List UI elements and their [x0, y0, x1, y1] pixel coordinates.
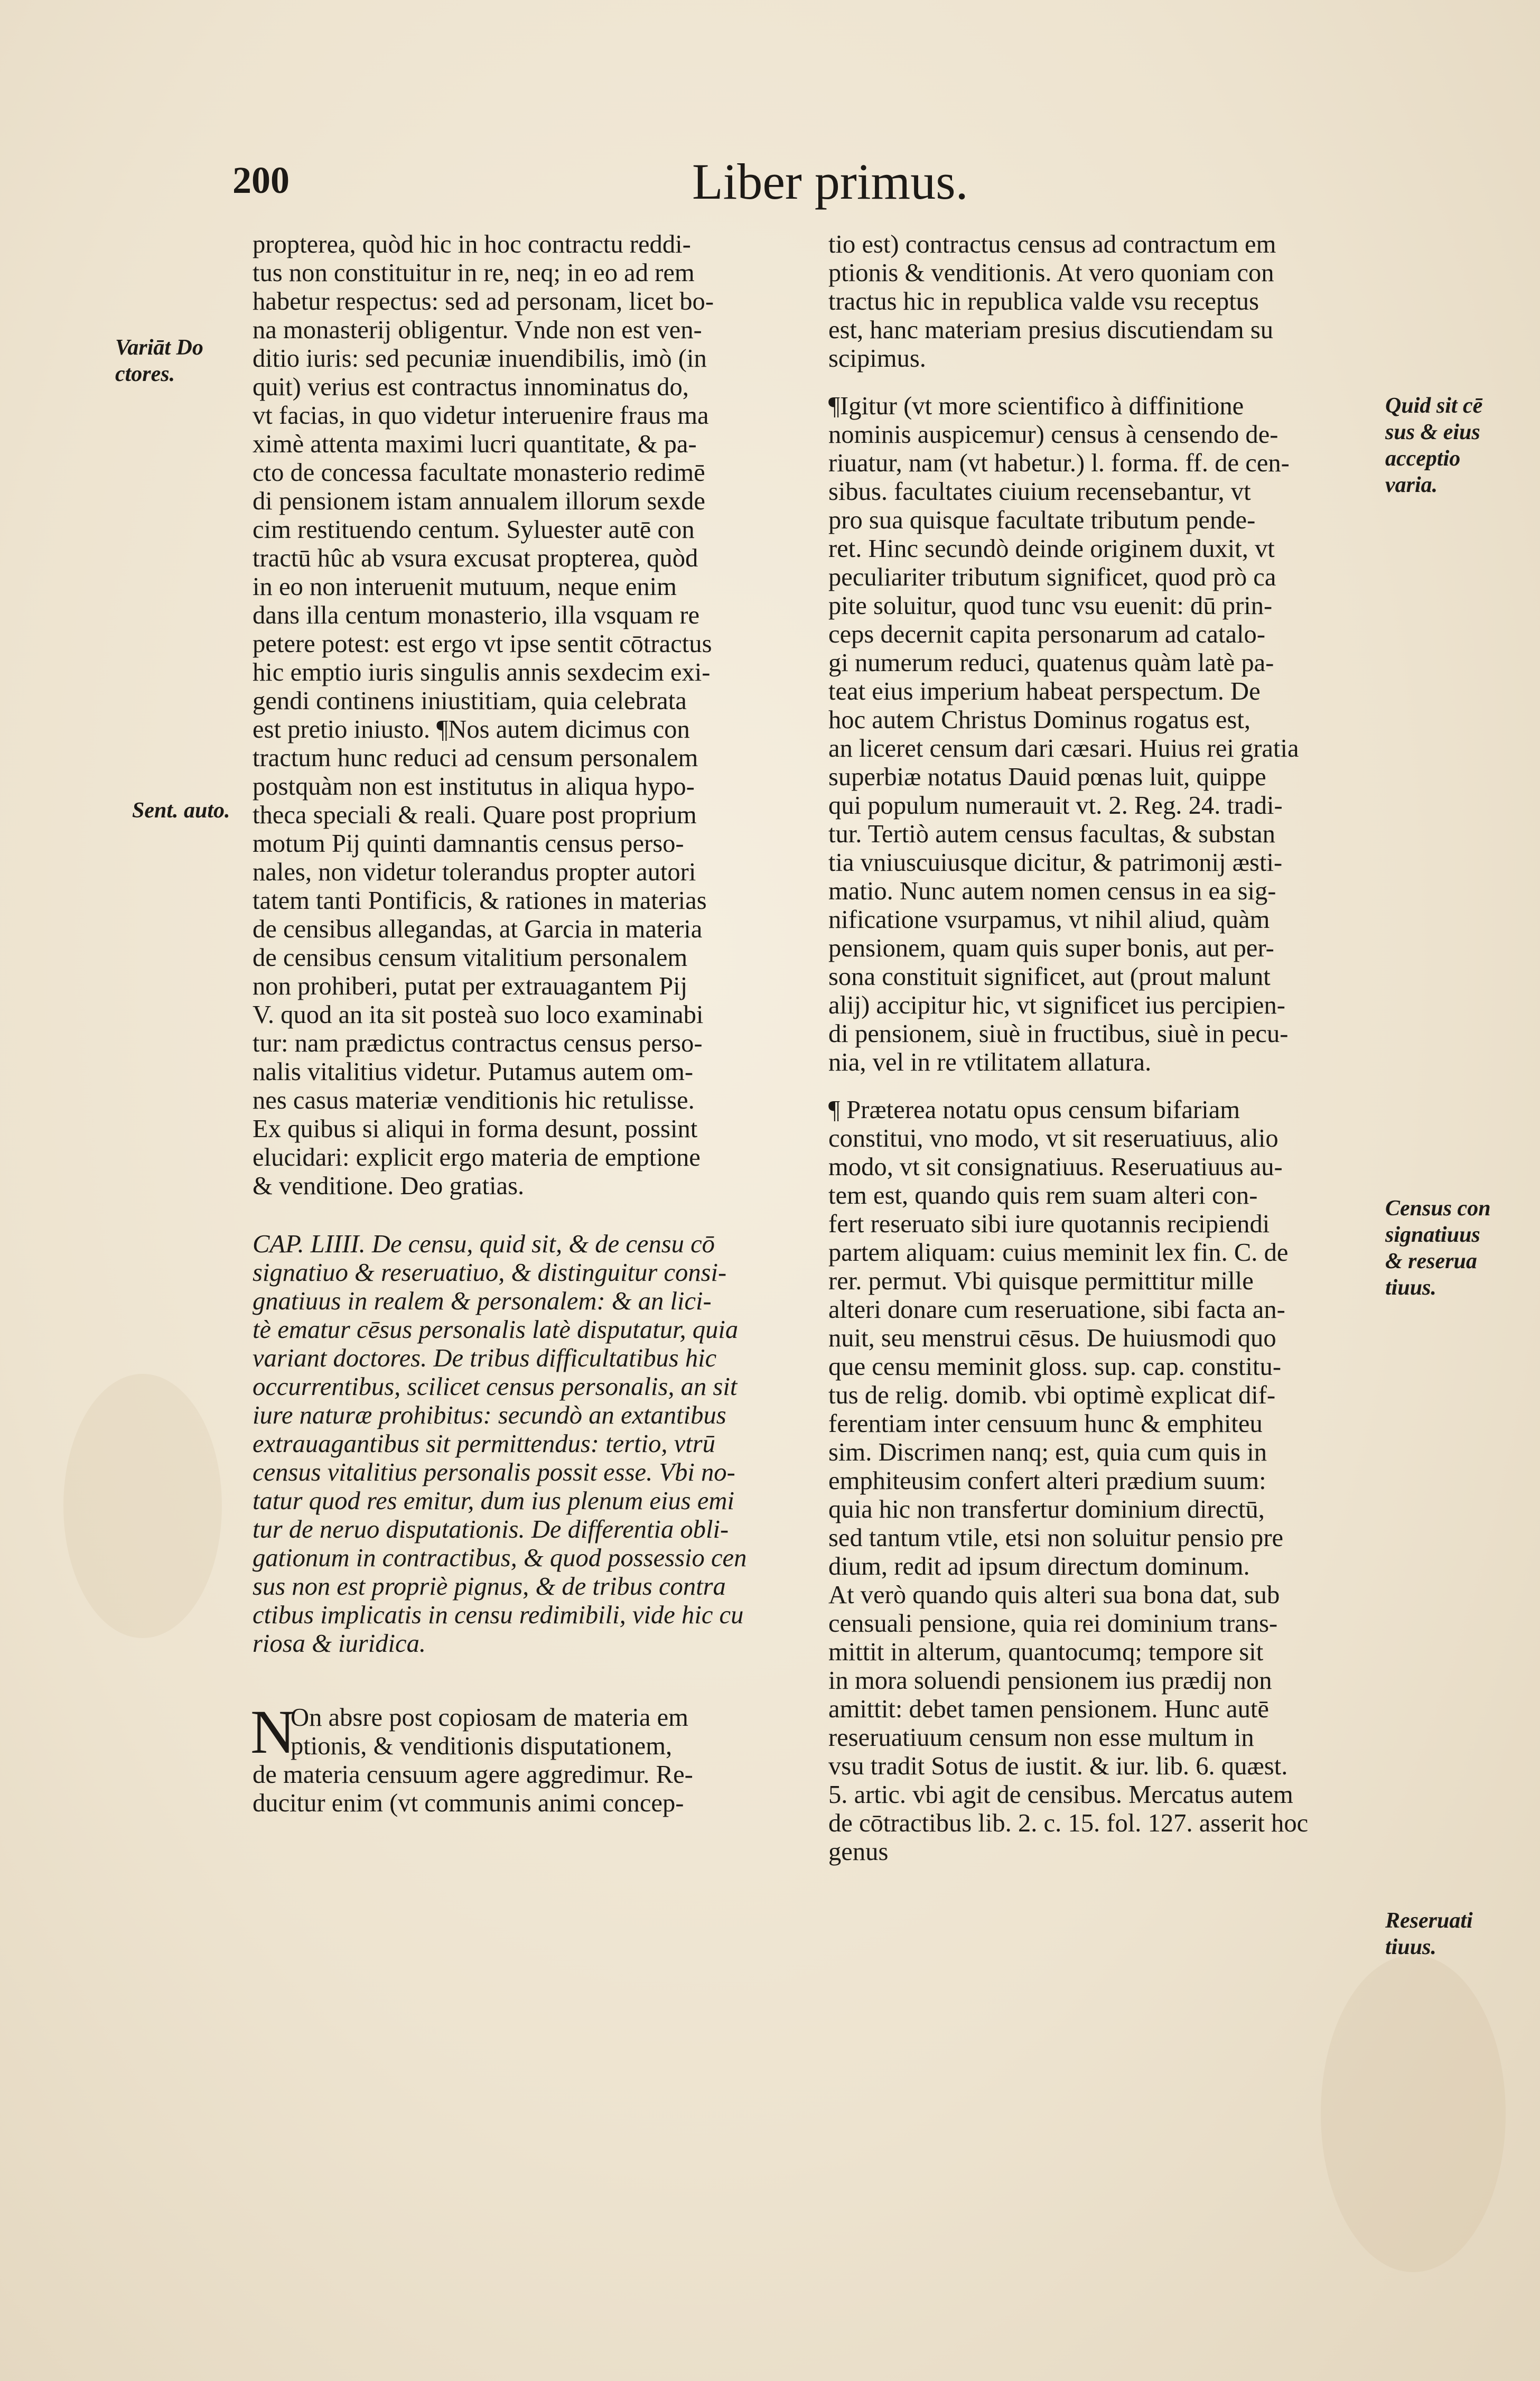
text-line: in eo non interuenit mutuum, neque enim: [253, 572, 677, 601]
margin-note-line: Variāt Do: [115, 336, 203, 360]
margin-note-line: Census con: [1385, 1196, 1491, 1221]
chapter-heading: [253, 1230, 813, 1658]
margin-note-census-con: [1385, 1195, 1491, 1301]
text-line: superbiæ notatus Dauid pœnas luit, quippe: [828, 762, 1266, 791]
text-line: ctibus implicatis in censu redimibili, vide hic cu: [253, 1601, 744, 1629]
text-line: sona constituit significet, aut (prout malunt: [828, 962, 1271, 991]
text-line: que censu meminit gloss. sup. cap. constitu-: [828, 1352, 1282, 1381]
text-line: alteri donare cum reseruatione, sibi facta an-: [828, 1295, 1285, 1324]
text-line: hic emptio iuris singulis annis sexdecim exi-: [253, 658, 711, 686]
text-line: de materia censuum agere aggredimur. Re-: [253, 1760, 693, 1789]
margin-note-line: acceptio: [1385, 447, 1461, 471]
text-line: tractū hûc ab vsura excusat propterea, quòd: [253, 544, 698, 572]
text-line: ferentiam inter censuum hunc & emphiteu: [828, 1409, 1263, 1438]
text-line: vsu tradit Sotus de iustit. & iur. lib. 6. quæst.: [828, 1752, 1288, 1780]
text-line: est, hanc materiam presius discutiendam su: [828, 315, 1274, 344]
margin-note-line: Reseruati: [1385, 1909, 1473, 1933]
text-line: tus non constituitur in re, neq; in eo ad rem: [253, 258, 695, 287]
text-line: quia hic non transfertur dominium directū,: [828, 1495, 1265, 1523]
text-line: gationum in contractibus, & quod possessio cen: [253, 1543, 747, 1572]
text-line: teat eius imperium habeat perspectum. De: [828, 677, 1261, 705]
text-line: variant doctores. De tribus difficultatibus hic: [253, 1344, 717, 1372]
text-line: ret. Hinc secundò deinde originem duxit, vt: [828, 534, 1275, 563]
text-line: gi numerum reduci, quatenus quàm latè pa-: [828, 648, 1274, 677]
right-body-text-2: [828, 392, 1388, 1076]
text-line: ¶Igitur (vt more scientifico à diffinitione: [828, 392, 1244, 420]
text-line: tio est) contractus census ad contractum em: [828, 230, 1276, 258]
text-line: scipimus.: [828, 344, 926, 373]
text-line: At verò quando quis alteri sua bona dat, sub: [828, 1580, 1280, 1609]
text-line: signatiuo & reseruatiuo, & distinguitur consi-: [253, 1258, 727, 1287]
text-line: peculiariter tributum significet, quod prò ca: [828, 563, 1276, 591]
text-line: matio. Nunc autem nomen census in ea sig-: [828, 877, 1276, 905]
text-line: de censibus censum vitalitium personalem: [253, 943, 688, 972]
text-line: tè ematur cēsus personalis latè disputatur, quia: [253, 1315, 739, 1344]
text-line: occurrentibus, scilicet census personalis, an sit: [253, 1372, 738, 1401]
text-line: an liceret censum dari cæsari. Huius rei gratia: [828, 734, 1299, 762]
text-line: theca speciali & reali. Quare post proprium: [253, 801, 697, 829]
text-line: nia, vel in re vtilitatem allatura.: [828, 1048, 1152, 1076]
right-body-text-1: [828, 230, 1388, 373]
text-line: tatur quod res emitur, dum ius plenum eius emi: [253, 1486, 734, 1515]
text-line: pro sua quisque facultate tributum pende-: [828, 506, 1256, 534]
text-line: quit) verius est contractus innominatus do,: [253, 373, 689, 401]
text-line: riuatur, nam (vt habetur.) l. forma. ff. de cen-: [828, 449, 1290, 477]
text-line: ducitur enim (vt communis animi concep-: [253, 1789, 684, 1817]
running-title: Liber primus.: [692, 153, 968, 210]
text-line: cim restituendo centum. Syluester autē con: [253, 515, 695, 544]
text-line: na monasterij obligentur. Vnde non est ven-: [253, 315, 702, 344]
chapter-opening: [250, 1697, 813, 1817]
text-line: de censibus allegandas, at Garcia in materia: [253, 915, 703, 943]
text-line: Ex quibus si aliqui in forma desunt, possint: [253, 1114, 698, 1143]
text-line: qui populum numerauit vt. 2. Reg. 24. tradi-: [828, 791, 1283, 820]
text-line: V. quod an ita sit posteà suo loco examinabi: [253, 1000, 704, 1029]
text-line: reseruatiuum censum non esse multum in: [828, 1723, 1254, 1752]
text-line: ptionis & venditionis. At vero quoniam con: [828, 258, 1274, 287]
text-line: non prohiberi, putat per extrauagantem Pij: [253, 972, 688, 1000]
left-body-text: [253, 230, 813, 1200]
text-line: riosa & iuridica.: [253, 1629, 426, 1658]
margin-note-line: tiuus.: [1385, 1935, 1436, 1959]
text-line: pensionem, quam quis super bonis, aut per-: [828, 934, 1274, 962]
text-line: 5. artic. vbi agit de censibus. Mercatus autem: [828, 1780, 1293, 1809]
text-line: cto de concessa facultate monasterio redimē: [253, 458, 705, 487]
text-line: pite soluitur, quod tunc vsu euenit: dū prin-: [828, 591, 1273, 620]
text-line: sim. Discrimen nanq; est, quia cum quis in: [828, 1438, 1267, 1466]
right-column: [828, 230, 1388, 1866]
text-line: genus: [828, 1837, 889, 1866]
text-line: tur: nam prædictus contractus census perso-: [253, 1029, 703, 1057]
opening-text: [253, 1703, 813, 1817]
text-line: ptionis, & venditionis disputationem,: [291, 1732, 673, 1760]
text-line: ximè attenta maximi lucri quantitate, & pa-: [253, 430, 697, 458]
text-line: tia vniuscuiusque dicitur, & patrimonij æsti-: [828, 848, 1283, 877]
text-line: elucidari: explicit ergo materia de emptione: [253, 1143, 701, 1171]
text-line: ditio iuris: sed pecuniæ inuendibilis, imò (in: [253, 344, 707, 373]
text-line: nuit, seu menstrui cēsus. De huiusmodi quo: [828, 1324, 1276, 1352]
text-line: de cōtractibus lib. 2. c. 15. fol. 127. asserit hoc: [828, 1809, 1309, 1837]
margin-note-line: & reserua: [1385, 1249, 1477, 1273]
text-line: constitui, vno modo, vt sit reseruatiuus, alio: [828, 1124, 1278, 1152]
text-line: propterea, quòd hic in hoc contractu reddi-: [253, 230, 691, 258]
text-line: mittit in alterum, quantocumq; tempore sit: [828, 1638, 1264, 1666]
text-line: motum Pij quinti damnantis census perso-: [253, 829, 684, 858]
margin-note-line: signatiuus: [1385, 1223, 1480, 1247]
margin-note-variant-doctores: [115, 334, 203, 387]
text-line: sed tantum vtile, etsi non soluitur pensio pre: [828, 1523, 1284, 1552]
text-line: tractus hic in republica valde vsu receptus: [828, 287, 1259, 315]
margin-note-line: ctores.: [115, 362, 175, 386]
margin-note-line: sus & eius: [1385, 420, 1480, 444]
text-line: census vitalitius personalis possit esse. Vbi no-: [253, 1458, 735, 1486]
page-header: [232, 153, 1384, 222]
folio-number: 200: [232, 159, 290, 201]
text-line: On absre post copiosam de materia em: [291, 1703, 688, 1732]
text-line: hoc autem Christus Dominus rogatus est,: [828, 705, 1251, 734]
text-line: nales, non videtur tolerandus propter autori: [253, 858, 696, 886]
text-line: iure naturæ prohibitus: secundò an extantibus: [253, 1401, 726, 1429]
text-line: censuali pensione, quia rei dominium trans-: [828, 1609, 1278, 1638]
text-line: nificatione vsurpamus, vt nihil aliud, quàm: [828, 905, 1270, 934]
text-line: nominis auspicemur) census à censendo de-: [828, 420, 1278, 449]
text-line: tem est, quando quis rem suam alteri con-: [828, 1181, 1258, 1210]
text-line: petere potest: est ergo vt ipse sentit cōtractus: [253, 629, 712, 658]
text-line: dans illa centum monasterio, illa vsquam re: [253, 601, 700, 629]
left-column: [250, 230, 813, 1817]
margin-note-quid-sit: [1385, 393, 1482, 498]
text-line: tractum hunc reduci ad censum personalem: [253, 743, 698, 772]
text-line: sus non est propriè pignus, & de tribus contra: [253, 1572, 726, 1601]
text-line: nalis vitalitius videtur. Putamus autem om-: [253, 1057, 694, 1086]
margin-note-reseruatiuus: [1385, 1908, 1473, 1960]
text-line: est pretio iniusto. ¶Nos autem dicimus con: [253, 715, 690, 743]
text-line: di pensionem istam annualem illorum sexde: [253, 487, 705, 515]
drop-capital: N: [250, 1697, 296, 1766]
margin-note-line: Quid sit cē: [1385, 394, 1483, 418]
text-line: vt facias, in quo videtur interuenire fraus ma: [253, 401, 709, 430]
text-line: gendi continens iniustitiam, quia celebrata: [253, 686, 687, 715]
text-line: ¶ Præterea notatu opus censum bifariam: [828, 1095, 1240, 1124]
text-line: tur de neruo disputationis. De differentia obli-: [253, 1515, 729, 1543]
text-line: alij) accipitur hic, vt significet ius percipien-: [828, 991, 1285, 1019]
text-line: CAP. LIIII. De censu, quid sit, & de censu cō: [253, 1230, 715, 1258]
text-line: modo, vt sit consignatiuus. Reseruatiuus au-: [828, 1152, 1283, 1181]
text-line: postquàm non est institutus in aliqua hypo-: [253, 772, 695, 801]
text-line: sibus. facultates ciuium recensebantur, vt: [828, 477, 1251, 506]
margin-note-sent-auto: Sent. auto.: [132, 798, 230, 823]
text-line: tur. Tertiò autem census facultas, & substan: [828, 820, 1275, 848]
text-line: dium, redit ad ipsum directum dominum.: [828, 1552, 1250, 1580]
text-line: ceps decernit capita personarum ad catalo-: [828, 620, 1266, 648]
margin-note-line: varia.: [1385, 473, 1438, 497]
text-line: tatem tanti Pontificis, & rationes in materias: [253, 886, 707, 915]
text-line: extrauagantibus sit permittendus: tertio, vtrū: [253, 1429, 715, 1458]
text-line: habetur respectus: sed ad personam, licet bo-: [253, 287, 714, 315]
text-line: nes casus materiæ venditionis hic retulisse.: [253, 1086, 695, 1114]
text-line: & venditione. Deo gratias.: [253, 1171, 525, 1200]
text-line: in mora soluendi pensionem ius prædij non: [828, 1666, 1272, 1695]
text-line: tus de relig. domib. vbi optimè explicat dif-: [828, 1381, 1276, 1409]
text-line: partem aliquam: cuius meminit lex fin. C. de: [828, 1238, 1289, 1267]
text-line: di pensionem, siuè in fructibus, siuè in pecu-: [828, 1019, 1289, 1048]
text-line: fert reseruato sibi iure quotannis recipiendi: [828, 1210, 1270, 1238]
margin-note-line: tiuus.: [1385, 1276, 1436, 1300]
text-line: emphiteusim confert alteri prædium suum:: [828, 1466, 1266, 1495]
right-body-text-3: [828, 1095, 1388, 1866]
text-line: amittit: debet tamen pensionem. Hunc autē: [828, 1695, 1269, 1723]
text-line: rer. permut. Vbi quisque permittitur mille: [828, 1267, 1254, 1295]
text-line: gnatiuus in realem & personalem: & an lici-: [253, 1287, 712, 1315]
